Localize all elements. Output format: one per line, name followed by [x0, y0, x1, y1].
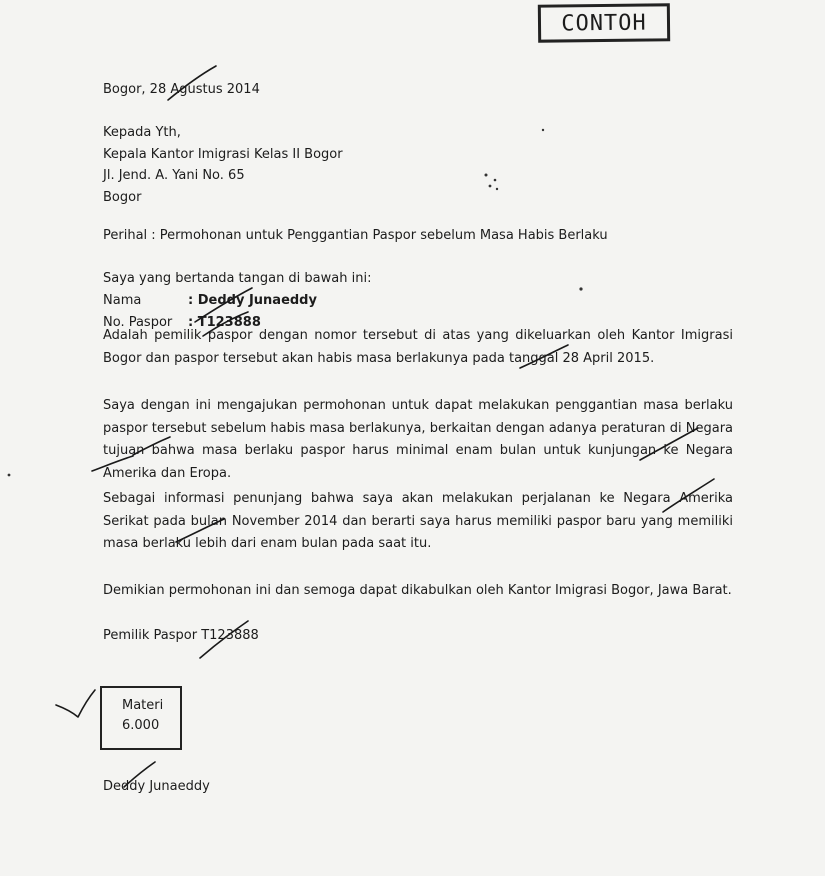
passport-value: : T123888: [188, 315, 261, 330]
intro-line: Saya yang bertanda tangan di bawah ini:: [103, 271, 372, 286]
materi-stamp-box: [100, 686, 182, 750]
name-field: [103, 292, 317, 310]
contoh-stamp: CONTOH: [538, 3, 670, 42]
recipient-city: Bogor: [103, 190, 142, 205]
materi-label: Materi: [122, 698, 164, 713]
paragraph-4: Demikian permohonan ini dan semoga dapat dikabulkan oleh Kantor Imigrasi Bogor, Jawa Barat.: [103, 583, 732, 598]
paragraph-2: Saya dengan ini mengajukan permohonan untuk dapat melakukan penggantian masa berlaku paspor tersebut sebelum habis masa berlakunya, berkaitan dengan adanya peraturan di Negara tujuan bahwa masa berlaku paspor harus minimal enam bulan untuk kunjungan ke Negara Amerika dan Eropa.: [103, 398, 733, 481]
name-label: Nama: [103, 293, 142, 308]
materi-value: 6.000: [122, 718, 160, 733]
owner-line: Pemilik Paspor T123888: [103, 628, 259, 643]
signature-name: Deddy Junaeddy: [103, 779, 210, 794]
recipient-greeting: Kepada Yth,: [103, 125, 181, 140]
name-value: : Deddy Junaeddy: [188, 293, 317, 308]
subject-line: Perihal : Permohonan untuk Penggantian Paspor sebelum Masa Habis Berlaku: [103, 228, 608, 243]
place-date: Bogor, 28 Agustus 2014: [103, 82, 260, 97]
paragraph-1: Adalah pemilik paspor dengan nomor tersebut di atas yang dikeluarkan oleh Kantor Imigrasi Bogor dan paspor tersebut akan habis masa berlakunya pada tanggal 28 April 2015.: [103, 328, 733, 366]
recipient-address: Jl. Jend. A. Yani No. 65: [103, 168, 245, 183]
recipient-office: Kepala Kantor Imigrasi Kelas II Bogor: [103, 147, 343, 162]
passport-label: No. Paspor: [103, 315, 173, 330]
paragraph-3: Sebagai informasi penunjang bahwa saya akan melakukan perjalanan ke Negara Amerika Serikat pada bulan November 2014 dan berarti saya harus memiliki paspor baru yang memiliki masa berlaku lebih dari enam bulan pada saat itu.: [103, 491, 733, 551]
